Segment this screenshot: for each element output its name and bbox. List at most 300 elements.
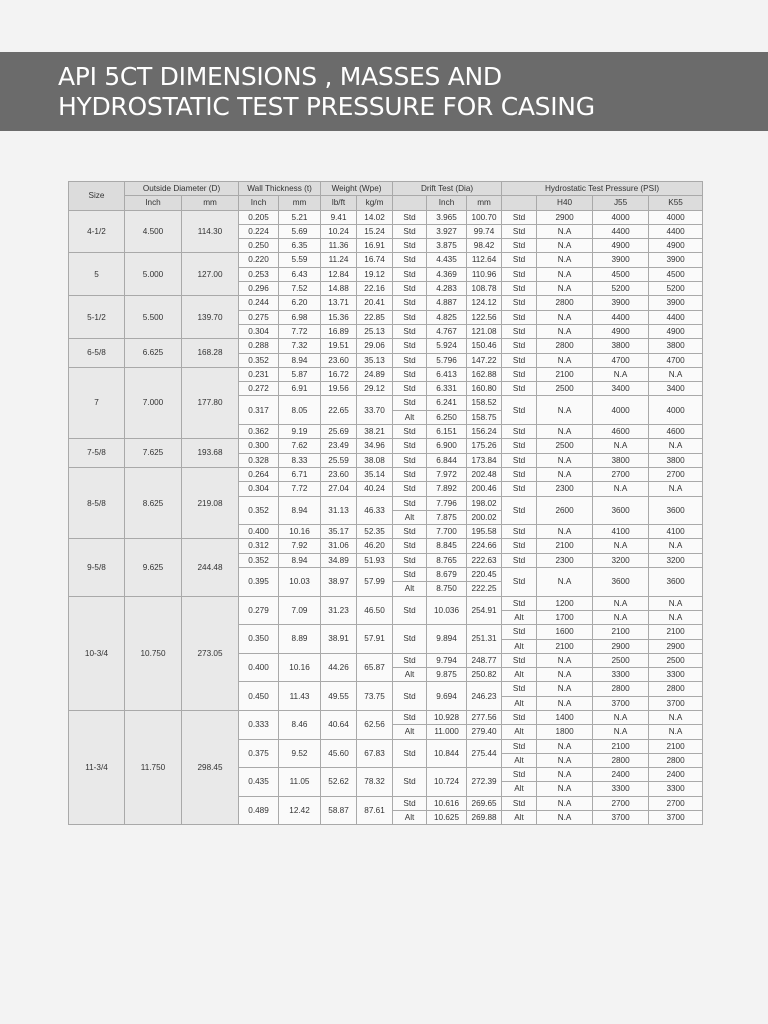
weight-kgm-cell: 24.89	[357, 367, 393, 381]
wt-inch-cell: 0.231	[239, 367, 279, 381]
hydro-type-cell: Alt	[502, 725, 537, 739]
hydro-k55-cell: 4600	[649, 425, 703, 439]
hydro-type-cell: Std	[502, 653, 537, 667]
hydro-k55-cell: 2900	[649, 639, 703, 653]
weight-lbft-cell: 27.04	[321, 482, 357, 496]
weight-lbft-cell: 58.87	[321, 796, 357, 825]
od-mm-cell: 298.45	[182, 710, 239, 824]
wt-mm-cell: 8.33	[279, 453, 321, 467]
hydro-k55-cell: 3900	[649, 296, 703, 310]
hydro-j55-cell: 2400	[593, 768, 649, 782]
hydro-h40-cell: 1700	[537, 610, 593, 624]
drift-type-cell: Std	[393, 525, 427, 539]
hydro-k55-cell: 2500	[649, 653, 703, 667]
wt-inch-cell: 0.375	[239, 739, 279, 768]
od-mm-cell: 177.80	[182, 367, 239, 438]
subheader-drift-inch: Inch	[427, 196, 467, 210]
weight-lbft-cell: 31.13	[321, 496, 357, 525]
wt-inch-cell: 0.272	[239, 382, 279, 396]
wt-mm-cell: 6.35	[279, 239, 321, 253]
weight-kgm-cell: 78.32	[357, 768, 393, 797]
hydro-h40-cell: N.A	[537, 396, 593, 425]
wt-inch-cell: 0.317	[239, 396, 279, 425]
table-row	[69, 339, 703, 353]
hydro-type-cell: Std	[502, 496, 537, 525]
drift-type-cell: Std	[393, 396, 427, 410]
hydro-j55-cell: 3400	[593, 382, 649, 396]
weight-lbft-cell: 44.26	[321, 653, 357, 682]
wt-mm-cell: 12.42	[279, 796, 321, 825]
drift-mm-cell: 222.25	[467, 582, 502, 596]
weight-lbft-cell: 16.72	[321, 367, 357, 381]
wt-mm-cell: 10.03	[279, 568, 321, 597]
hydro-type-cell: Std	[502, 282, 537, 296]
hydro-h40-cell: N.A	[537, 653, 593, 667]
wt-mm-cell: 9.19	[279, 425, 321, 439]
weight-lbft-cell: 31.23	[321, 596, 357, 625]
wt-inch-cell: 0.304	[239, 482, 279, 496]
drift-mm-cell: 279.40	[467, 725, 502, 739]
weight-kgm-cell: 46.33	[357, 496, 393, 525]
weight-kgm-cell: 14.02	[357, 210, 393, 224]
drift-inch-cell: 4.887	[427, 296, 467, 310]
hydro-j55-cell: N.A	[593, 439, 649, 453]
hydro-k55-cell: 3200	[649, 553, 703, 567]
od-mm-cell: 139.70	[182, 296, 239, 339]
weight-kgm-cell: 51.93	[357, 553, 393, 567]
hydro-k55-cell: 3600	[649, 496, 703, 525]
hydro-h40-cell: 2500	[537, 382, 593, 396]
hydro-type-cell: Std	[502, 310, 537, 324]
hydro-type-cell: Std	[502, 553, 537, 567]
header-outside-diameter: Outside Diameter (D)	[125, 182, 239, 196]
hydro-k55-cell: 4700	[649, 353, 703, 367]
weight-kgm-cell: 38.08	[357, 453, 393, 467]
hydro-k55-cell: 4900	[649, 324, 703, 338]
hydro-j55-cell: N.A	[593, 710, 649, 724]
drift-type-cell: Alt	[393, 811, 427, 825]
weight-kgm-cell: 62.56	[357, 710, 393, 739]
hydro-j55-cell: 2800	[593, 753, 649, 767]
hydro-k55-cell: 4100	[649, 525, 703, 539]
drift-type-cell: Alt	[393, 668, 427, 682]
hydro-j55-cell: 3700	[593, 696, 649, 710]
hydro-type-cell: Std	[502, 210, 537, 224]
od-mm-cell: 244.48	[182, 539, 239, 596]
wt-mm-cell: 7.09	[279, 596, 321, 625]
hydro-h40-cell: N.A	[537, 568, 593, 597]
wt-mm-cell: 8.05	[279, 396, 321, 425]
weight-lbft-cell: 13.71	[321, 296, 357, 310]
drift-mm-cell: 250.82	[467, 668, 502, 682]
drift-type-cell: Std	[393, 467, 427, 481]
drift-inch-cell: 4.825	[427, 310, 467, 324]
hydro-k55-cell: 4000	[649, 210, 703, 224]
wt-mm-cell: 5.87	[279, 367, 321, 381]
hydro-type-cell: Std	[502, 710, 537, 724]
table-row	[69, 367, 703, 381]
drift-inch-cell: 3.875	[427, 239, 467, 253]
title-banner	[0, 52, 768, 131]
weight-kgm-cell: 16.74	[357, 253, 393, 267]
header-size: Size	[69, 182, 125, 211]
drift-inch-cell: 4.435	[427, 253, 467, 267]
wt-inch-cell: 0.400	[239, 525, 279, 539]
wt-mm-cell: 10.16	[279, 525, 321, 539]
drift-type-cell: Std	[393, 496, 427, 510]
drift-mm-cell: 99.74	[467, 224, 502, 238]
od-mm-cell: 127.00	[182, 253, 239, 296]
wt-inch-cell: 0.450	[239, 682, 279, 711]
hydro-type-cell: Std	[502, 339, 537, 353]
header-drift-test: Drift Test (Dia)	[393, 182, 502, 196]
wt-mm-cell: 7.72	[279, 324, 321, 338]
weight-lbft-cell: 12.84	[321, 267, 357, 281]
drift-mm-cell: 112.64	[467, 253, 502, 267]
drift-inch-cell: 3.965	[427, 210, 467, 224]
hydro-type-cell: Std	[502, 367, 537, 381]
hydro-k55-cell: 2700	[649, 796, 703, 810]
weight-kgm-cell: 57.91	[357, 625, 393, 654]
drift-inch-cell: 10.928	[427, 710, 467, 724]
wt-mm-cell: 6.20	[279, 296, 321, 310]
hydro-j55-cell: N.A	[593, 725, 649, 739]
size-cell: 8-5/8	[69, 467, 125, 538]
drift-type-cell: Std	[393, 796, 427, 810]
hydro-k55-cell: 2100	[649, 739, 703, 753]
drift-type-cell: Std	[393, 382, 427, 396]
drift-mm-cell: 173.84	[467, 453, 502, 467]
drift-type-cell: Std	[393, 239, 427, 253]
table-row	[69, 439, 703, 453]
hydro-j55-cell: 4000	[593, 210, 649, 224]
hydro-h40-cell: N.A	[537, 224, 593, 238]
size-cell: 11-3/4	[69, 710, 125, 824]
hydro-h40-cell: N.A	[537, 682, 593, 696]
weight-kgm-cell: 34.96	[357, 439, 393, 453]
drift-type-cell: Std	[393, 224, 427, 238]
hydro-k55-cell: N.A	[649, 439, 703, 453]
drift-mm-cell: 198.02	[467, 496, 502, 510]
drift-type-cell: Std	[393, 367, 427, 381]
weight-lbft-cell: 19.56	[321, 382, 357, 396]
header-weight: Weight (Wpe)	[321, 182, 393, 196]
size-cell: 5-1/2	[69, 296, 125, 339]
hydro-h40-cell: 2800	[537, 296, 593, 310]
hydro-type-cell: Alt	[502, 782, 537, 796]
hydro-h40-cell: N.A	[537, 739, 593, 753]
drift-mm-cell: 195.58	[467, 525, 502, 539]
od-inch-cell: 7.000	[125, 367, 182, 438]
hydro-type-cell: Alt	[502, 639, 537, 653]
drift-type-cell: Std	[393, 310, 427, 324]
wt-inch-cell: 0.328	[239, 453, 279, 467]
hydro-type-cell: Alt	[502, 668, 537, 682]
od-inch-cell: 6.625	[125, 339, 182, 368]
size-cell: 9-5/8	[69, 539, 125, 596]
hydro-j55-cell: 4400	[593, 310, 649, 324]
drift-inch-cell: 10.625	[427, 811, 467, 825]
hydro-type-cell: Alt	[502, 753, 537, 767]
drift-mm-cell: 110.96	[467, 267, 502, 281]
hydro-j55-cell: 2100	[593, 625, 649, 639]
subheader-wt-mm: mm	[279, 196, 321, 210]
hydro-j55-cell: N.A	[593, 482, 649, 496]
drift-type-cell: Std	[393, 453, 427, 467]
drift-mm-cell: 272.39	[467, 768, 502, 797]
od-inch-cell: 10.750	[125, 596, 182, 710]
hydro-j55-cell: N.A	[593, 367, 649, 381]
hydro-type-cell: Std	[502, 453, 537, 467]
weight-lbft-cell: 15.36	[321, 310, 357, 324]
hydro-k55-cell: N.A	[649, 367, 703, 381]
wt-inch-cell: 0.288	[239, 339, 279, 353]
hydro-k55-cell: 4900	[649, 239, 703, 253]
subheader-od-inch: Inch	[125, 196, 182, 210]
hydro-j55-cell: 2100	[593, 739, 649, 753]
drift-inch-cell: 10.844	[427, 739, 467, 768]
od-mm-cell: 273.05	[182, 596, 239, 710]
drift-inch-cell: 4.369	[427, 267, 467, 281]
hydro-j55-cell: 2800	[593, 682, 649, 696]
od-inch-cell: 7.625	[125, 439, 182, 468]
weight-kgm-cell: 19.12	[357, 267, 393, 281]
wt-inch-cell: 0.435	[239, 768, 279, 797]
drift-mm-cell: 158.75	[467, 410, 502, 424]
weight-lbft-cell: 23.49	[321, 439, 357, 453]
hydro-h40-cell: N.A	[537, 525, 593, 539]
wt-mm-cell: 5.21	[279, 210, 321, 224]
drift-mm-cell: 222.63	[467, 553, 502, 567]
hydro-type-cell: Std	[502, 324, 537, 338]
drift-mm-cell: 150.46	[467, 339, 502, 353]
weight-kgm-cell: 22.85	[357, 310, 393, 324]
drift-inch-cell: 4.767	[427, 324, 467, 338]
weight-kgm-cell: 46.20	[357, 539, 393, 553]
hydro-type-cell: Std	[502, 539, 537, 553]
weight-lbft-cell: 45.60	[321, 739, 357, 768]
hydro-h40-cell: N.A	[537, 282, 593, 296]
drift-mm-cell: 275.44	[467, 739, 502, 768]
drift-type-cell: Std	[393, 682, 427, 711]
hydro-h40-cell: 1800	[537, 725, 593, 739]
hydro-j55-cell: 3300	[593, 668, 649, 682]
hydro-h40-cell: N.A	[537, 782, 593, 796]
wt-mm-cell: 7.92	[279, 539, 321, 553]
drift-mm-cell: 269.65	[467, 796, 502, 810]
weight-kgm-cell: 22.16	[357, 282, 393, 296]
drift-mm-cell: 158.52	[467, 396, 502, 410]
hydro-k55-cell: 2700	[649, 467, 703, 481]
drift-inch-cell: 9.794	[427, 653, 467, 667]
hydro-j55-cell: 3900	[593, 296, 649, 310]
hydro-k55-cell: 3700	[649, 696, 703, 710]
drift-inch-cell: 9.875	[427, 668, 467, 682]
hydro-j55-cell: 4700	[593, 353, 649, 367]
weight-kgm-cell: 65.87	[357, 653, 393, 682]
drift-inch-cell: 8.679	[427, 568, 467, 582]
wt-inch-cell: 0.300	[239, 439, 279, 453]
casing-table	[68, 181, 703, 825]
weight-kgm-cell: 25.13	[357, 324, 393, 338]
table-body	[69, 210, 703, 825]
wt-mm-cell: 7.52	[279, 282, 321, 296]
hydro-h40-cell: 2300	[537, 553, 593, 567]
size-cell: 5	[69, 253, 125, 296]
wt-inch-cell: 0.362	[239, 425, 279, 439]
hydro-k55-cell: N.A	[649, 725, 703, 739]
drift-inch-cell: 8.765	[427, 553, 467, 567]
wt-mm-cell: 8.94	[279, 496, 321, 525]
drift-type-cell: Std	[393, 339, 427, 353]
hydro-k55-cell: 3600	[649, 568, 703, 597]
od-mm-cell: 193.68	[182, 439, 239, 468]
wt-inch-cell: 0.304	[239, 324, 279, 338]
hydro-type-cell: Std	[502, 425, 537, 439]
drift-mm-cell: 202.48	[467, 467, 502, 481]
hydro-type-cell: Std	[502, 625, 537, 639]
hydro-j55-cell: 2500	[593, 653, 649, 667]
drift-type-cell: Alt	[393, 510, 427, 524]
table-row	[69, 596, 703, 610]
size-cell: 6-5/8	[69, 339, 125, 368]
od-inch-cell: 5.500	[125, 296, 182, 339]
weight-lbft-cell: 38.91	[321, 625, 357, 654]
hydro-k55-cell: 2100	[649, 625, 703, 639]
hydro-h40-cell: 2100	[537, 539, 593, 553]
size-cell: 4-1/2	[69, 210, 125, 253]
hydro-k55-cell: 3800	[649, 453, 703, 467]
hydro-j55-cell: 5200	[593, 282, 649, 296]
hydro-type-cell: Std	[502, 682, 537, 696]
hydro-j55-cell: 4600	[593, 425, 649, 439]
hydro-k55-cell: 5200	[649, 282, 703, 296]
hydro-h40-cell: N.A	[537, 768, 593, 782]
hydro-type-cell: Std	[502, 239, 537, 253]
drift-inch-cell: 7.796	[427, 496, 467, 510]
drift-type-cell: Std	[393, 653, 427, 667]
drift-type-cell: Std	[393, 768, 427, 797]
hydro-h40-cell: 2900	[537, 210, 593, 224]
hydro-k55-cell: 4400	[649, 310, 703, 324]
hydro-h40-cell: N.A	[537, 811, 593, 825]
weight-kgm-cell: 15.24	[357, 224, 393, 238]
od-inch-cell: 4.500	[125, 210, 182, 253]
drift-mm-cell: 121.08	[467, 324, 502, 338]
wt-mm-cell: 8.94	[279, 553, 321, 567]
weight-kgm-cell: 16.91	[357, 239, 393, 253]
wt-mm-cell: 6.98	[279, 310, 321, 324]
hydro-h40-cell: 1400	[537, 710, 593, 724]
drift-type-cell: Std	[393, 553, 427, 567]
wt-inch-cell: 0.489	[239, 796, 279, 825]
wt-inch-cell: 0.352	[239, 553, 279, 567]
weight-kgm-cell: 52.35	[357, 525, 393, 539]
weight-kgm-cell: 87.61	[357, 796, 393, 825]
hydro-h40-cell: N.A	[537, 796, 593, 810]
drift-mm-cell: 175.26	[467, 439, 502, 453]
weight-kgm-cell: 38.21	[357, 425, 393, 439]
drift-type-cell: Std	[393, 210, 427, 224]
wt-mm-cell: 8.46	[279, 710, 321, 739]
wt-mm-cell: 7.62	[279, 439, 321, 453]
hydro-type-cell: Alt	[502, 811, 537, 825]
drift-inch-cell: 9.894	[427, 625, 467, 654]
drift-inch-cell: 8.845	[427, 539, 467, 553]
header-hydrostatic: Hydrostatic Test Pressure (PSI)	[502, 182, 703, 196]
wt-mm-cell: 8.89	[279, 625, 321, 654]
hydro-k55-cell: 3400	[649, 382, 703, 396]
weight-kgm-cell: 67.83	[357, 739, 393, 768]
weight-lbft-cell: 49.55	[321, 682, 357, 711]
weight-kgm-cell: 57.99	[357, 568, 393, 597]
hydro-h40-cell: 2100	[537, 639, 593, 653]
wt-inch-cell: 0.333	[239, 710, 279, 739]
drift-type-cell: Std	[393, 625, 427, 654]
hydro-h40-cell: N.A	[537, 453, 593, 467]
hydro-k55-cell: 2800	[649, 682, 703, 696]
drift-type-cell: Std	[393, 739, 427, 768]
hydro-type-cell: Std	[502, 267, 537, 281]
hydro-j55-cell: 2700	[593, 796, 649, 810]
wt-mm-cell: 11.05	[279, 768, 321, 797]
hydro-h40-cell: N.A	[537, 239, 593, 253]
wt-inch-cell: 0.352	[239, 353, 279, 367]
subheader-k55: K55	[649, 196, 703, 210]
drift-inch-cell: 7.875	[427, 510, 467, 524]
drift-mm-cell: 246.23	[467, 682, 502, 711]
drift-inch-cell: 8.750	[427, 582, 467, 596]
hydro-type-cell: Std	[502, 439, 537, 453]
wt-mm-cell: 6.71	[279, 467, 321, 481]
od-mm-cell: 219.08	[182, 467, 239, 538]
weight-kgm-cell: 33.70	[357, 396, 393, 425]
drift-inch-cell: 6.331	[427, 382, 467, 396]
drift-type-cell: Std	[393, 568, 427, 582]
wt-mm-cell: 11.43	[279, 682, 321, 711]
hydro-type-cell: Std	[502, 353, 537, 367]
weight-lbft-cell: 25.69	[321, 425, 357, 439]
drift-mm-cell: 220.45	[467, 568, 502, 582]
hydro-type-cell: Std	[502, 382, 537, 396]
drift-inch-cell: 5.924	[427, 339, 467, 353]
hydro-j55-cell: 3300	[593, 782, 649, 796]
hydro-k55-cell: 3700	[649, 811, 703, 825]
drift-inch-cell: 5.796	[427, 353, 467, 367]
hydro-type-cell: Std	[502, 739, 537, 753]
hydro-j55-cell: 3900	[593, 253, 649, 267]
hydro-j55-cell: 4900	[593, 324, 649, 338]
hydro-j55-cell: 2700	[593, 467, 649, 481]
drift-mm-cell: 251.31	[467, 625, 502, 654]
drift-type-cell: Std	[393, 425, 427, 439]
wt-inch-cell: 0.279	[239, 596, 279, 625]
weight-lbft-cell: 35.17	[321, 525, 357, 539]
hydro-j55-cell: 3700	[593, 811, 649, 825]
hydro-k55-cell: 2400	[649, 768, 703, 782]
drift-mm-cell: 200.46	[467, 482, 502, 496]
wt-inch-cell: 0.296	[239, 282, 279, 296]
weight-kgm-cell: 35.13	[357, 353, 393, 367]
drift-inch-cell: 3.927	[427, 224, 467, 238]
wt-inch-cell: 0.244	[239, 296, 279, 310]
drift-type-cell: Std	[393, 324, 427, 338]
wt-inch-cell: 0.275	[239, 310, 279, 324]
hydro-type-cell: Alt	[502, 610, 537, 624]
title-line-2: HYDROSTATIC TEST PRESSURE FOR CASING	[58, 92, 595, 121]
drift-type-cell: Std	[393, 282, 427, 296]
subheader-hydro-type	[502, 196, 537, 210]
